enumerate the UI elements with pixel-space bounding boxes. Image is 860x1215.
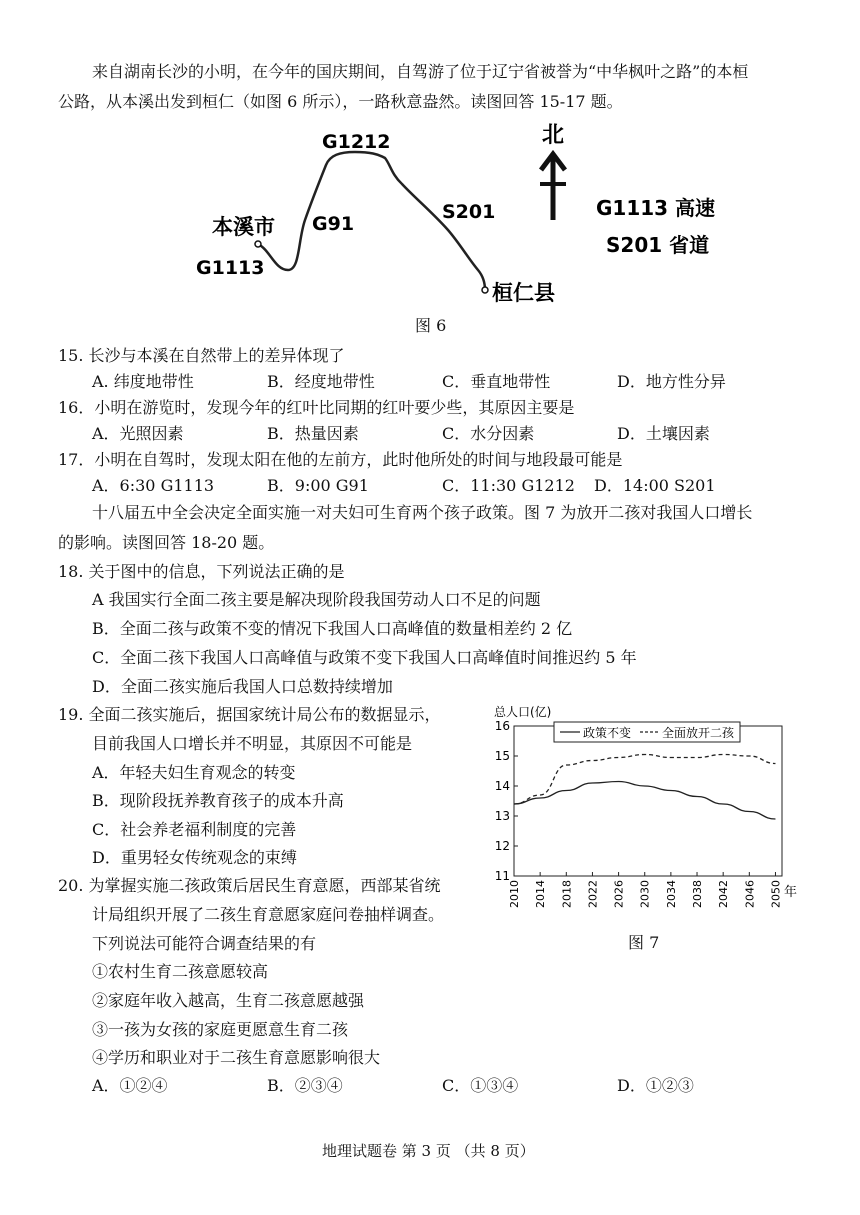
x-tick-label: 2030 bbox=[638, 880, 652, 908]
huanren-point bbox=[482, 287, 488, 293]
x-tick-label: 2022 bbox=[586, 880, 600, 908]
q18-option-a: A 我国实行全面二孩主要是解决现阶段我国劳动人口不足的问题 bbox=[92, 590, 541, 609]
y-tick-label: 11 bbox=[494, 869, 510, 883]
legend-two-child: 全面放开二孩 bbox=[662, 726, 735, 740]
figure-7-chart bbox=[492, 700, 804, 920]
figure-7-caption: 图 7 bbox=[628, 933, 660, 952]
series-line-two-child bbox=[514, 755, 775, 805]
q20-stem-2: 计局组织开展了二孩生育意愿家庭问卷抽样调查。 bbox=[92, 905, 445, 924]
legend-provincial: S201 省道 bbox=[606, 233, 710, 257]
q20-statement-2: ②家庭年收入越高，生育二孩意愿越强 bbox=[92, 991, 365, 1010]
label-g91: G91 bbox=[312, 213, 355, 235]
y-tick-label: 16 bbox=[494, 719, 510, 733]
chart-legend bbox=[554, 722, 740, 742]
q19-option-b: B．现阶段抚养教育孩子的成本升高 bbox=[92, 791, 344, 810]
intro2-line-2: 的影响。读图回答 18-20 题。 bbox=[58, 533, 275, 552]
q20-statement-3: ③一孩为女孩的家庭更愿意生育二孩 bbox=[92, 1020, 349, 1039]
q20-option-c: C．①③④ bbox=[442, 1076, 519, 1095]
x-tick-label: 2038 bbox=[691, 880, 705, 908]
q19-option-a: A．年轻夫妇生育观念的转变 bbox=[92, 763, 296, 782]
x-tick-label: 2026 bbox=[612, 880, 626, 908]
x-tick-label: 2014 bbox=[534, 880, 548, 908]
q18-option-c: C．全面二孩下我国人口高峰值与政策不变下我国人口高峰值时间推迟约 5 年 bbox=[92, 648, 637, 667]
q16-option-c: C．水分因素 bbox=[442, 424, 535, 443]
q18-stem: 18. 关于图中的信息，下列说法正确的是 bbox=[58, 562, 345, 581]
label-g1113: G1113 bbox=[196, 257, 265, 279]
page-footer: 地理试题卷 第 3 页 （共 8 页） bbox=[322, 1142, 535, 1160]
x-tick-label: 2050 bbox=[769, 880, 783, 908]
intro-line-2: 公路，从本溪出发到桓仁（如图 6 所示），一路秋意盎然。读图回答 15-17 题。 bbox=[58, 92, 623, 111]
q16-option-a: A．光照因素 bbox=[92, 424, 184, 443]
q20-stem-1: 20. 为掌握实施二孩政策后居民生育意愿，西部某省统 bbox=[58, 876, 441, 895]
q16-option-b: B．热量因素 bbox=[267, 424, 359, 443]
figure-6-caption: 图 6 bbox=[415, 316, 447, 335]
x-tick-label: 2034 bbox=[664, 880, 678, 908]
q15-option-d: D．地方性分异 bbox=[617, 372, 726, 391]
q20-statement-4: ④学历和职业对于二孩生育意愿影响很大 bbox=[92, 1048, 381, 1067]
y-tick-label: 12 bbox=[494, 839, 510, 853]
north-label: 北 bbox=[542, 123, 565, 148]
series-line-policy-unchanged bbox=[514, 782, 775, 820]
q20-stem-3: 下列说法可能符合调查结果的有 bbox=[92, 934, 317, 953]
label-benxi: 本溪市 bbox=[212, 215, 275, 239]
north-arrow-icon bbox=[540, 154, 566, 220]
x-tick-label: 2018 bbox=[560, 880, 574, 908]
q15-stem: 15. 长沙与本溪在自然带上的差异体现了 bbox=[58, 346, 345, 365]
x-tick-label: 2046 bbox=[743, 880, 757, 908]
chart-ylabel: 总人口(亿) bbox=[494, 705, 552, 719]
intro-line-1: 来自湖南长沙的小明，在今年的国庆期间，自驾游了位于辽宁省被誉为“中华枫叶之路”的本桓 bbox=[92, 62, 749, 81]
q20-statement-1: ①农村生育二孩意愿较高 bbox=[92, 962, 269, 981]
q16-stem: 16．小明在游览时，发现今年的红叶比同期的红叶要少些，其原因主要是 bbox=[58, 398, 575, 417]
q18-option-d: D．全面二孩实施后我国人口总数持续增加 bbox=[92, 677, 393, 696]
q15-option-a: A. 纬度地带性 bbox=[92, 372, 194, 391]
q20-option-d: D．①②③ bbox=[617, 1076, 694, 1095]
q15-option-b: B．经度地带性 bbox=[267, 372, 375, 391]
q18-option-b: B．全面二孩与政策不变的情况下我国人口高峰值的数量相差约 2 亿 bbox=[92, 619, 573, 638]
q17-option-b: B．9:00 G91 bbox=[267, 476, 369, 495]
q17-option-a: A．6:30 G1113 bbox=[92, 476, 215, 495]
figure-6-map bbox=[180, 120, 740, 320]
intro2-line-1: 十八届五中全会决定全面实施一对夫妇可生育两个孩子政策。图 7 为放开二孩对我国人口增长 bbox=[92, 503, 753, 522]
q19-stem-2: 目前我国人口增长并不明显，其原因不可能是 bbox=[92, 734, 413, 753]
q19-stem-1: 19. 全面二孩实施后，据国家统计局公布的数据显示， bbox=[58, 705, 441, 724]
q15-option-c: C．垂直地带性 bbox=[442, 372, 551, 391]
q17-option-c: C．11:30 G1212 bbox=[442, 476, 575, 495]
plot-frame bbox=[514, 726, 782, 876]
label-s201: S201 bbox=[442, 201, 496, 223]
x-tick-label: 2042 bbox=[717, 880, 731, 908]
q17-stem: 17．小明在自驾时，发现太阳在他的左前方，此时他所处的时间与地段最可能是 bbox=[58, 450, 623, 469]
label-g1212: G1212 bbox=[322, 131, 391, 153]
y-tick-label: 13 bbox=[494, 809, 510, 823]
q16-option-d: D．土壤因素 bbox=[617, 424, 710, 443]
label-huanren: 桓仁县 bbox=[492, 281, 555, 305]
x-tick-label: 2010 bbox=[508, 880, 521, 908]
chart-x-unit: 年 bbox=[784, 885, 798, 900]
benxi-point bbox=[255, 241, 261, 247]
q17-option-d: D．14:00 S201 bbox=[594, 476, 716, 495]
y-tick-label: 15 bbox=[494, 749, 510, 763]
y-tick-label: 14 bbox=[494, 779, 510, 793]
q20-option-a: A．①②④ bbox=[92, 1076, 168, 1095]
q20-option-b: B．②③④ bbox=[267, 1076, 343, 1095]
legend-highway: G1113 高速 bbox=[596, 196, 716, 220]
legend-policy-unchanged: 政策不变 bbox=[583, 726, 632, 740]
q19-option-d: D．重男轻女传统观念的束缚 bbox=[92, 848, 297, 867]
q19-option-c: C．社会养老福利制度的完善 bbox=[92, 820, 297, 839]
